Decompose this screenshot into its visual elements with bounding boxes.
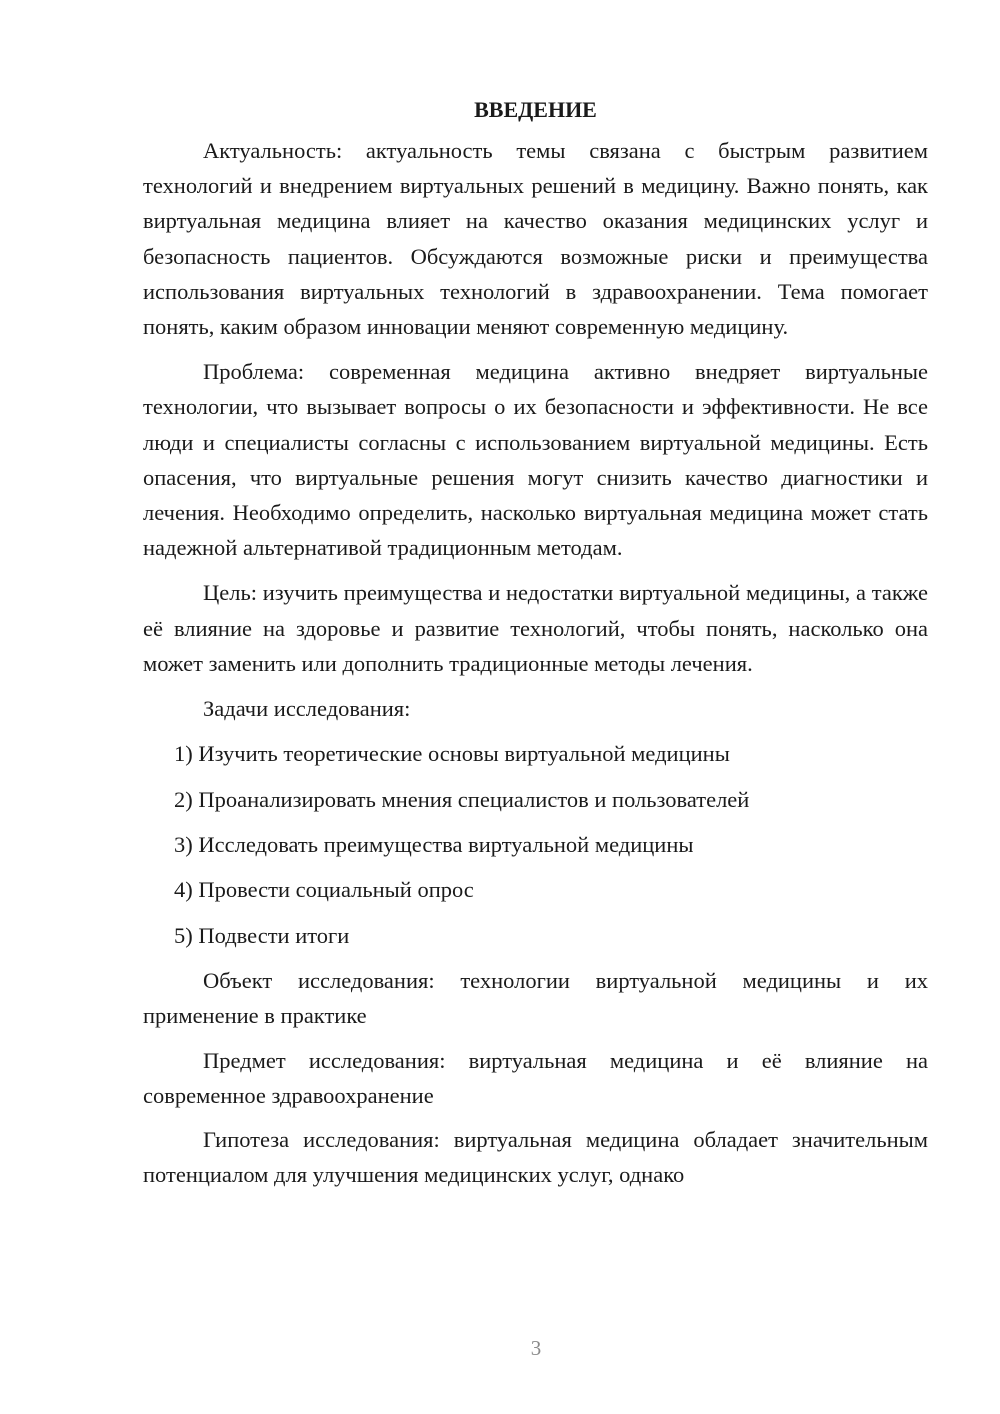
paragraph-goal: Цель: изучить преимущества и недостатки виртуальной медицины, а также её влияние на здоровье и развитие технологий, чтобы понять, насколько она может заменить или дополнить традиционные методы лечения. (143, 580, 928, 676)
paragraph-problem: Проблема: современная медицина активно внедряет виртуальные технологии, что вызывает вопросы о их безопасности и эффективности. Не все люди и специалисты согласны с использованием виртуальной медицины. Есть опасения, что виртуальные решения могут снизить качество диагностики и лечения. Необходимо определить, насколько виртуальная медицина может стать надежной альтернативой традиционным методам. (143, 359, 928, 561)
page-title: ВВЕДЕНИЕ (474, 97, 597, 122)
paragraph-hypothesis: Гипотеза исследования: виртуальная медицина обладает значительным потенциалом для улучшения медицинских услуг, однако (143, 1127, 928, 1188)
list-item: 5) Подвести итоги (174, 922, 350, 948)
list-item: 4) Провести социальный опрос (174, 877, 474, 903)
page-content (143, 92, 928, 1201)
list-item: 2) Проанализировать мнения специалистов и пользователей (174, 786, 750, 812)
paragraph-relevance: Актуальность: актуальность темы связана с быстрым развитием технологий и внедрением виртуальных решений в медицину. Важно понять, как виртуальная медицина влияет на качество оказания медицинских услуг и безопасность пациентов. Обсуждаются возможные риски и преимущества использования виртуальных технологий в здравоохранении. Тема помогает понять, каким образом инновации меняют современную медицину. (143, 138, 928, 340)
tasks-list (143, 736, 928, 953)
paragraph-subject: Предмет исследования: виртуальная медицина и её влияние на современное здравоохранение (143, 1047, 928, 1108)
list-item: 3) Исследовать преимущества виртуальной медицины (174, 832, 694, 858)
paragraph-object: Объект исследования: технологии виртуальной медицины и их применение в практике (143, 968, 928, 1029)
page-number: 3 (530, 1336, 542, 1360)
list-item: 1) Изучить теоретические основы виртуальной медицины (174, 741, 730, 767)
tasks-heading: Задачи исследования: (203, 696, 411, 722)
